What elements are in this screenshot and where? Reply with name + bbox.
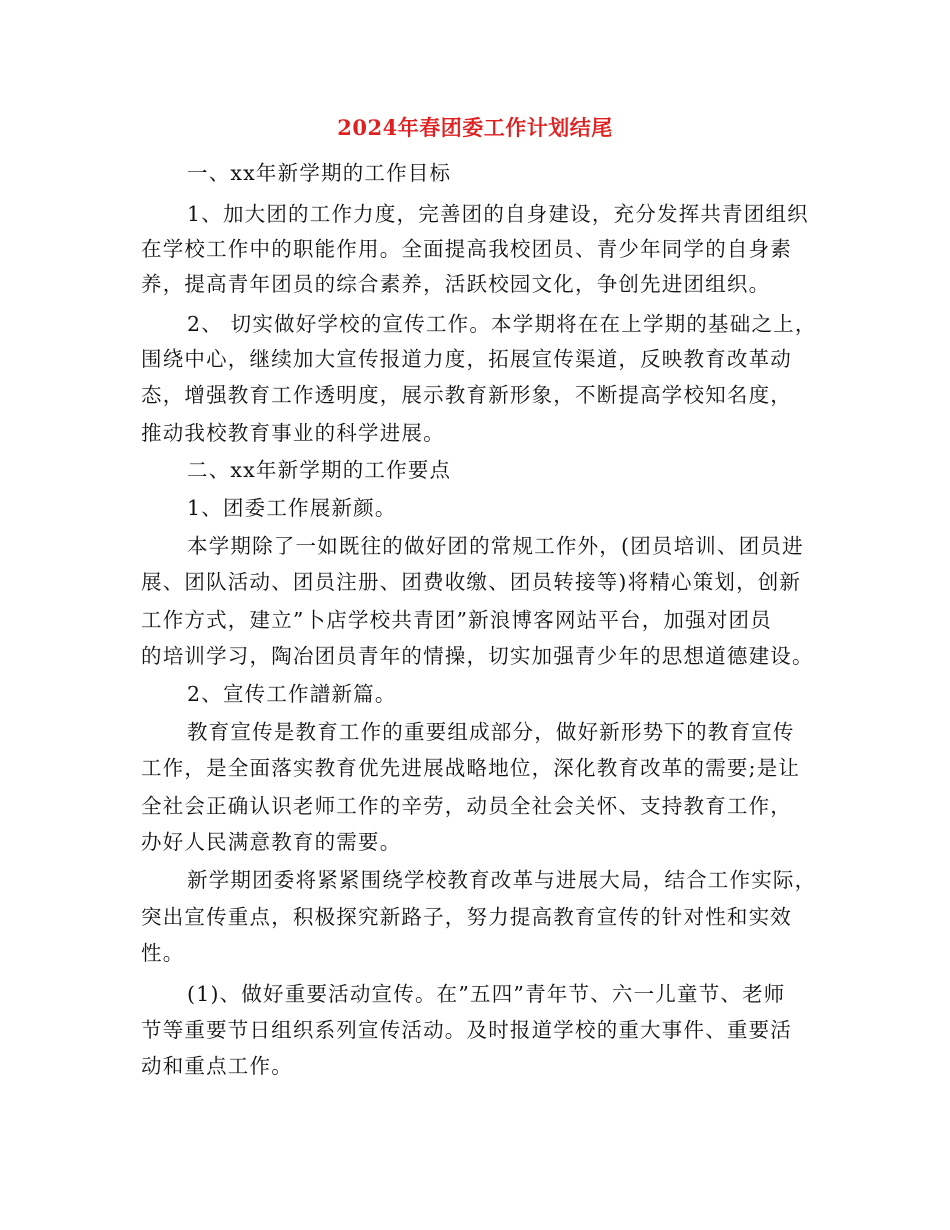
paragraph-line: (1)、做好重要活动宣传。在”五四”青年节、六一儿童节、老师 bbox=[187, 982, 786, 1006]
paragraph-line: 工作方式，建立”卜店学校共青团”新浪博客网站平台，加强对团员 bbox=[141, 608, 772, 632]
paragraph-line: 办好人民满意教育的需要。 bbox=[141, 830, 402, 854]
paragraph-line: 工作，是全面落实教育优先进展战略地位，深化教育改革的需要;是让 bbox=[141, 756, 801, 780]
paragraph-line: 养，提高青年团员的综合素养，活跃校园文化，争创先进团组织。 bbox=[141, 272, 771, 296]
document-title: 2024年春团委工作计划结尾 bbox=[337, 115, 613, 140]
paragraph-line: 围绕中心，继续加大宣传报道力度，拓展宣传渠道，反映教育改革动 bbox=[141, 347, 792, 371]
paragraph-line: 新学期团委将紧紧围绕学校教育改革与进展大局，结合工作实际， bbox=[187, 868, 817, 892]
section-heading-goals: 一、xx年新学期的工作目标 bbox=[187, 161, 452, 185]
paragraph-line: 全社会正确认识老师工作的辛劳，动员全社会关怀、支持教育工作， bbox=[141, 794, 792, 818]
paragraph-line: 动和重点工作。 bbox=[141, 1054, 293, 1078]
paragraph-line: 展、团队活动、团员注册、团费收缴、团员转接等)将精心策划，创新 bbox=[141, 570, 802, 594]
paragraph-line: 的培训学习，陶冶团员青年的情操，切实加强青少年的思想道德建设。 bbox=[141, 644, 814, 668]
paragraph-line: 教育宣传是教育工作的重要组成部分，做好新形势下的教育宣传 bbox=[187, 720, 795, 744]
subheading-line: 1、团委工作展新颜。 bbox=[187, 496, 397, 520]
paragraph-line: 节等重要节日组织系列宣传活动。及时报道学校的重大事件、重要活 bbox=[141, 1018, 792, 1042]
paragraph-line: 态，增强教育工作透明度，展示教育新形象，不断提高学校知名度， bbox=[141, 383, 792, 407]
paragraph-line: 推动我校教育事业的科学进展。 bbox=[141, 421, 445, 445]
paragraph-line: 在学校工作中的职能作用。全面提高我校团员、青少年同学的自身素 bbox=[141, 237, 792, 261]
section-heading-points: 二、xx年新学期的工作要点 bbox=[187, 458, 452, 482]
paragraph-line: 突出宣传重点，积极探究新路子，努力提高教育宣传的针对性和实效 bbox=[141, 905, 792, 929]
paragraph-line: 1、加大团的工作力度，完善团的自身建设，充分发挥共青团组织 bbox=[187, 202, 809, 226]
paragraph-line: 本学期除了一如既往的做好团的常规工作外，(团员培训、团员进 bbox=[187, 534, 804, 558]
paragraph-line: 性。 bbox=[141, 941, 185, 965]
paragraph-line: 2、 切实做好学校的宣传工作。本学期将在在上学期的基础之上， bbox=[187, 312, 817, 336]
subheading-line: 2、宣传工作譜新篇。 bbox=[187, 682, 397, 706]
